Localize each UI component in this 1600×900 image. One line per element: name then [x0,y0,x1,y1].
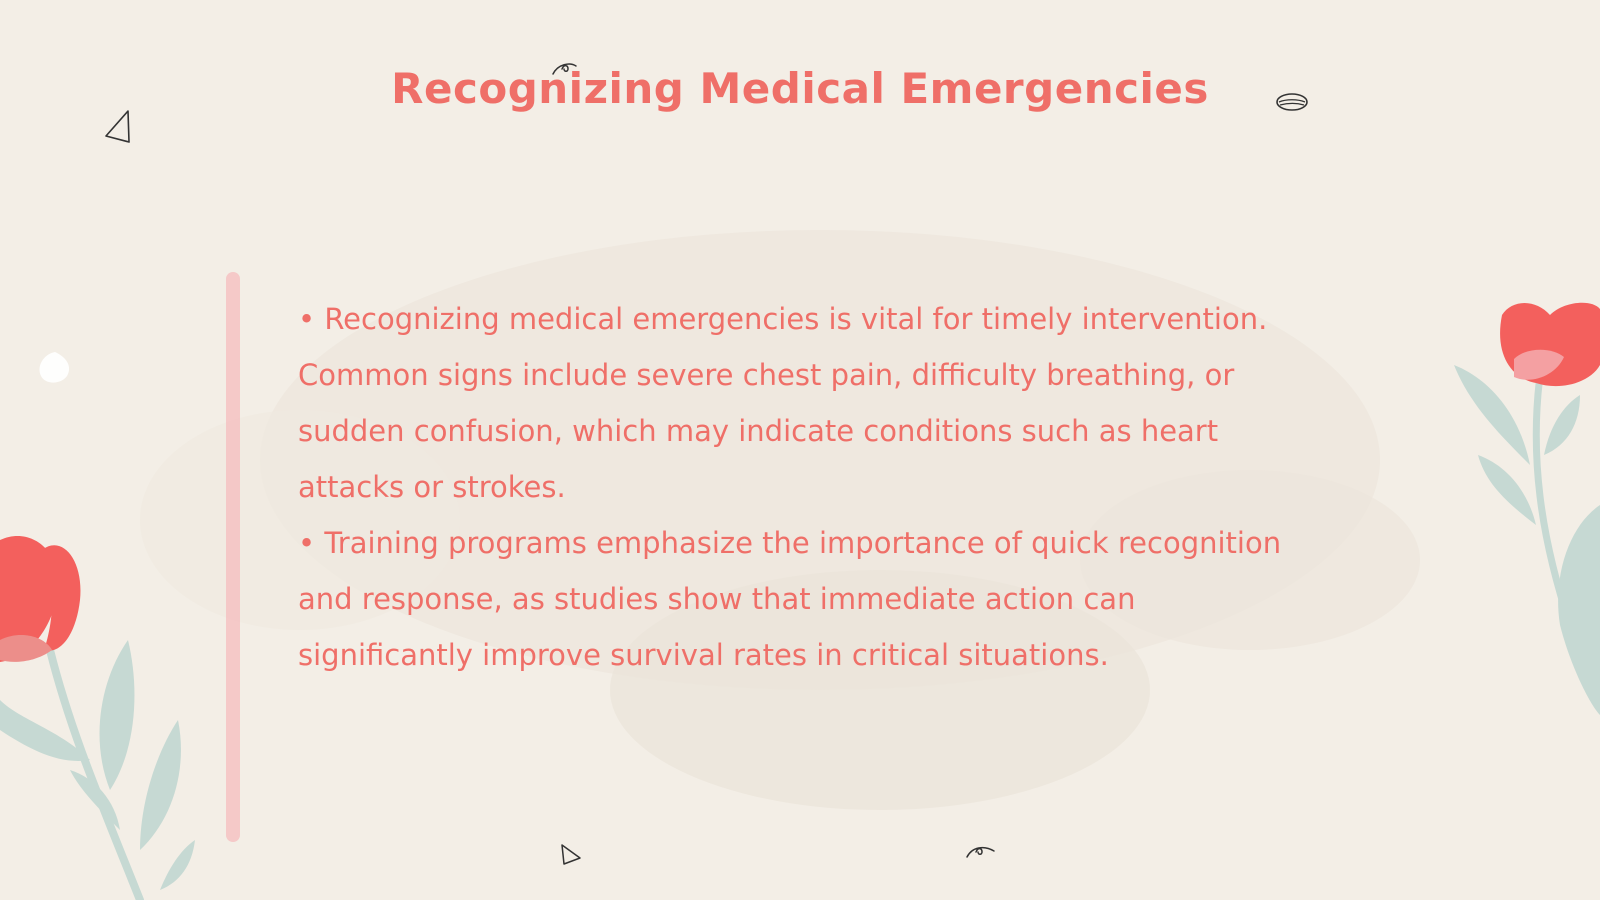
loop-doodle-icon [964,843,998,861]
slide-title: Recognizing Medical Emergencies [391,64,1209,113]
flower-left-icon [0,530,200,900]
triangle-doodle-icon [558,842,584,868]
loop-doodle-icon [550,60,584,78]
triangle-doodle-icon [102,108,134,146]
bullet-paragraph: • Training programs emphasize the importance of quick recognition and response, as studies show that immediate action can significantly improve survival rates in critical situations. [298,526,1282,672]
petal-white-icon [34,348,76,390]
slide-body [298,291,1308,683]
accent-bar [226,272,240,842]
flower-right-icon [1440,295,1600,735]
bullet-paragraph: • Recognizing medical emergencies is vital for timely intervention. Common signs include severe chest pain, difficulty breathing, or sudden confusion, which may indicate conditions such as heart attacks or strokes. [298,302,1268,504]
coil-doodle-icon [1274,90,1310,114]
